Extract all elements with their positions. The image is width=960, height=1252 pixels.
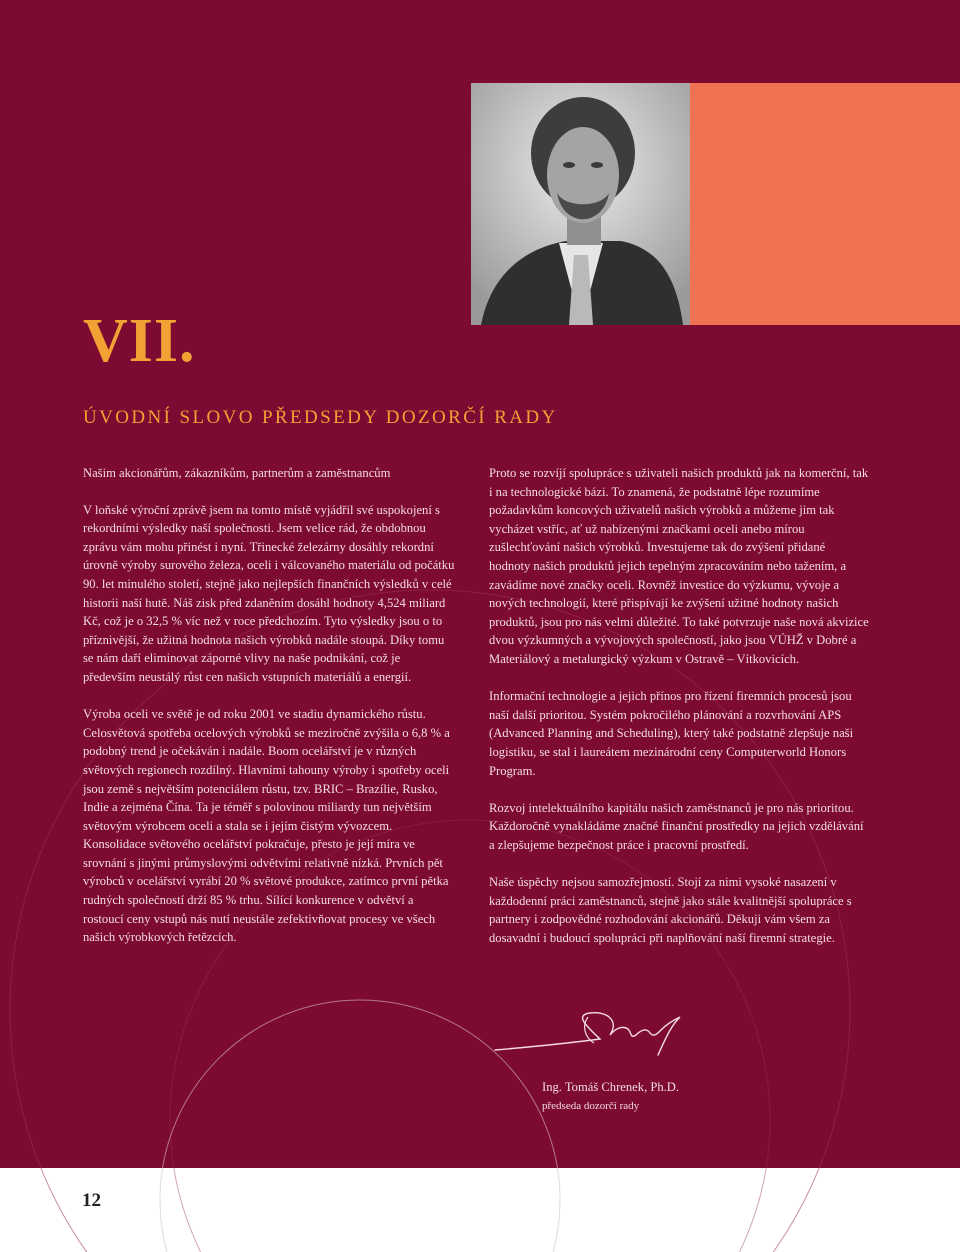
- page-number: 12: [82, 1190, 101, 1211]
- paragraph: Rozvoj intelektuálního kapitálu našich zaměstnanců je pro nás prioritou. Každoročně vynakládáme značné finanční prostředky na jejich vzdělávání a zlepšujeme bezpečnost práce i pracovní prostředí.: [489, 800, 864, 852]
- left-text-column: [83, 464, 455, 965]
- salutation: Našim akcionářům, zákazníkům, partnerům a zaměstnancům: [83, 466, 391, 480]
- handwritten-signature: [490, 1005, 700, 1075]
- signatory-name: Ing. Tomáš Chrenek, Ph.D.: [542, 1080, 680, 1094]
- right-text-column: [489, 464, 869, 966]
- paragraph: Výroba oceli ve světě je od roku 2001 ve stadiu dynamického růstu. Celosvětová spotřeba ocelových výrobků se meziročně zvýšila o 6,8 % a podobný trend je očekáván i nadále. Boom ocelářství je v různých světových regionech rozdílný. Hlavními tahouny výroby i spotřeby oceli jsou země s největším potenciálem růstu, tzv. BRIC – Brazílie, Rusko, Indie a zejména Čína. Ta je téměř s polovinou miliardy tun největším světovým výrobcem oceli a stala se i jejím čistým vývozcem. Konsolidace světového ocelářství pokračuje, přesto je její míra ve srovnání s jinými průmyslovými odvětvími relativně nízká. Prvních pět výrobců v ocelářství vyrábí 20 % světové produkce, zatímco první pětka rudných společností drží 85 % trhu. Sílící konkurence v odvětví a rostoucí ceny vstupů nás nutí neustále zefektivňovat procesy ve všech našich výrobkových řetězcích.: [83, 707, 450, 945]
- paragraph: Naše úspěchy nejsou samozřejmostí. Stojí za nimi vysoké nasazení v každodenní práci zaměstnanců, stejně jako stále kvalitnější spolupráce s partnery i zodpovědné rozhodování akcionářů. Děkuji vám všem za dosavadní i budoucí spolupráci při naplňování naší firemní strategie.: [489, 875, 852, 945]
- chapter-number: VII.: [83, 307, 196, 375]
- paragraph: Proto se rozvíjí spolupráce s uživateli našich produktů jak na komerční, tak i na technologické bázi. To znamená, že podstatně lépe rozumíme požadavkům koncových uživatelů našich výrobků a můžeme jim tak vycházet vstříc, ať už nabízenými značkami oceli anebo mírou zušlechťování našich výrobků. Investujeme tak do zvýšení přidané hodnoty našich produktů jejich tepelným zpracováním nebo tažením, a zavádíme nové značky oceli. Rovněž investice do výzkumu, vývoje a nových technologií, které přispívají ke zvýšení užitné hodnoty našich produktů, jsou pro nás velmi důležité. To také potvrzuje naše nová akvizice dvou výzkumných a vývojových společností, jako jsou VÚHŽ v Dobré a Materiálový a metalurgický výzkum v Ostravě – Vítkovicích.: [489, 466, 869, 666]
- orange-accent-block: [690, 83, 960, 325]
- paragraph: V loňské výroční zprávě jsem na tomto místě vyjádřil své uspokojení s rekordními výsledky naší společnosti. Jsem velice rád, že obdobnou zprávu vám mohu přinést i nyní. Třinecké železárny dosáhly rekordní úrovně výroby surového železa, oceli i válcovaného materiálu od počátku 90. let minulého století, stejně jako nejlepších finančních výsledků v celé historii naší hutě. Náš zisk před zdaněním dosáhl hodnoty 4,524 miliard Kč, což je o 32,5 % víc než v roce předchozím. Tyto výsledky jsou o to příznivější, že užitná hodnota našich výrobků nadále stoupá. Díky tomu se nám daří eliminovat záporné vlivy na naše podnikání, což je především neustálý růst cen našich vstupních materiálů a energií.: [83, 502, 455, 684]
- page-heading: ÚVODNÍ SLOVO PŘEDSEDY DOZORČÍ RADY: [83, 407, 558, 428]
- paragraph: Informační technologie a jejich přínos pro řízení firemních procesů jsou naší další prioritou. Systém pokročilého plánování a rozvrhování APS (Advanced Planning and Scheduling), který také podstatně zlepšuje naši logistiku, se stal i laureátem mezinárodní ceny Computerworld Honors Program.: [489, 689, 854, 778]
- signatory-role: předseda dozorčí rady: [542, 1100, 640, 1112]
- portrait-photo: [471, 83, 690, 325]
